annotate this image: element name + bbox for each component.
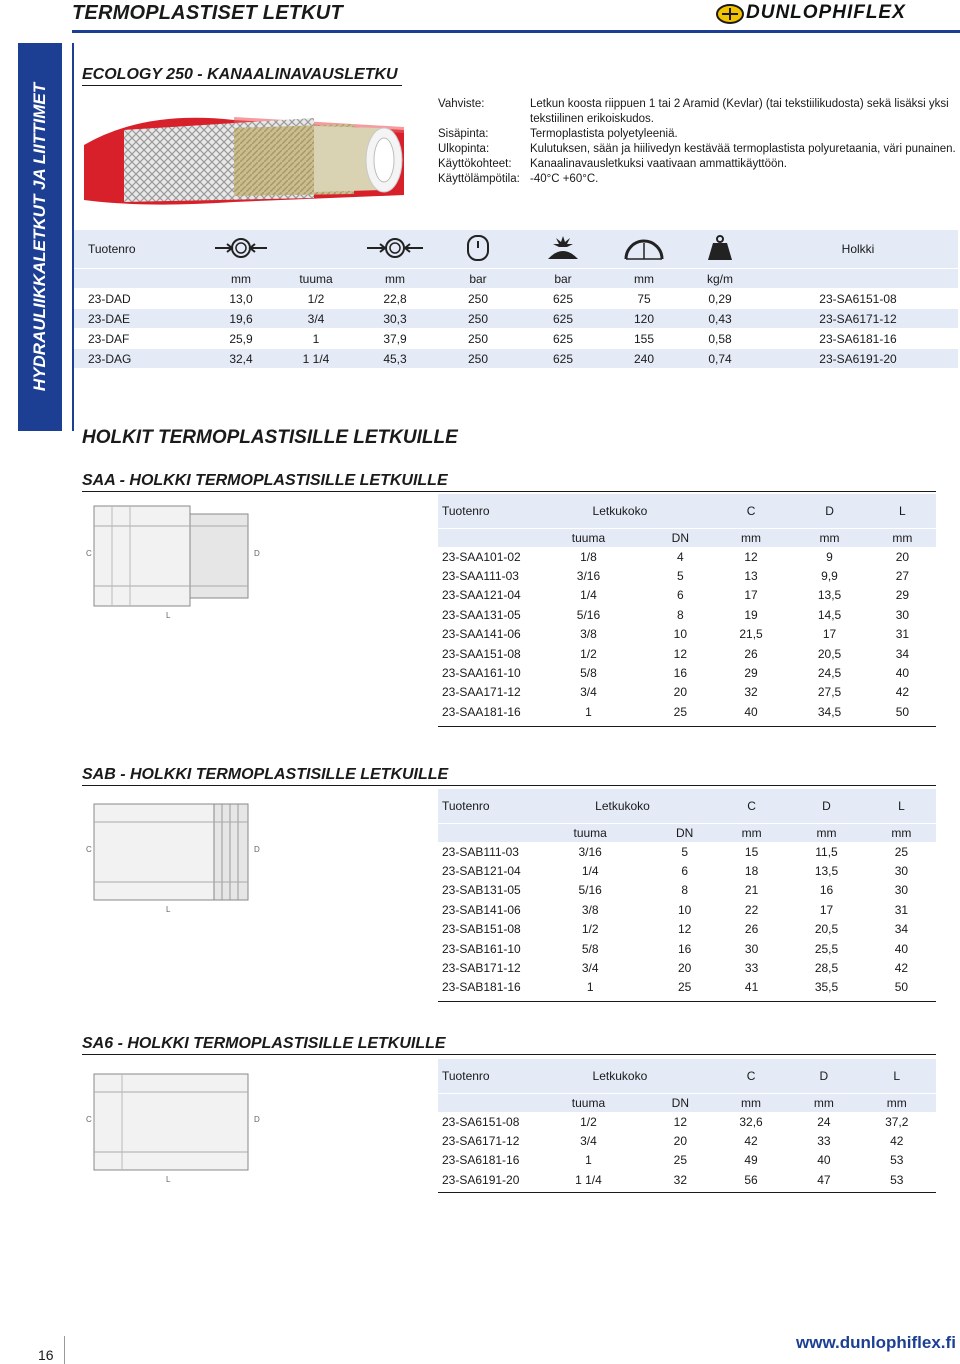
col-header-holkki: Holkki <box>758 230 958 268</box>
sidebar-label: HYDRAULIIKKALETKUT JA LIITTIMET <box>30 82 49 392</box>
table-cell: 22 <box>744 902 759 917</box>
drawing-label-l: L <box>166 611 171 620</box>
table-cell: 20 <box>673 685 688 700</box>
table-cell: 1 <box>585 1153 592 1168</box>
drawing-label-c: C <box>86 549 92 558</box>
table-cell: 23-SAA141-06 <box>442 627 521 642</box>
spec-value-vahviste-cont: tekstiilinen erikoiskudos. <box>530 113 655 125</box>
table-cell: 5/16 <box>578 883 602 898</box>
table-cell: 1/4 <box>580 588 597 603</box>
saa-fitting-drawing <box>82 500 262 620</box>
table-cell: 14,5 <box>817 607 842 622</box>
header-row <box>438 1059 936 1093</box>
col-header-tuotenro: Tuotenro <box>74 230 204 268</box>
holkit-title: HOLKIT TERMOPLASTISILLE LETKUILLE <box>82 427 458 448</box>
table-cell: 5 <box>677 569 684 584</box>
sab-table <box>438 789 936 997</box>
table-cell: 40 <box>895 666 910 681</box>
table-cell: 34 <box>895 646 910 661</box>
table-cell: 23-SAA121-04 <box>442 588 521 603</box>
table-cell: 42 <box>890 1134 904 1149</box>
table-cell: 25,9 <box>229 331 253 346</box>
table-cell: 25 <box>678 980 692 995</box>
spec-value-sisapinta: Termoplastista polyetyleeniä. <box>530 128 678 140</box>
table-cell: 12 <box>673 1114 688 1129</box>
ecology-table-body <box>74 289 958 369</box>
col-header-d: D <box>790 1059 857 1093</box>
table-cell: 37,2 <box>885 1114 909 1129</box>
table-cell: 0,58 <box>708 331 732 346</box>
table-cell: 10 <box>673 627 688 642</box>
sab-title: SAB - HOLKKI TERMOPLASTISILLE LETKUILLE <box>82 766 449 783</box>
unit-cell: DN <box>652 824 717 842</box>
table-row <box>438 900 936 919</box>
table-cell: 20 <box>673 1134 688 1149</box>
table-cell: 120 <box>606 309 682 328</box>
table-row <box>438 547 936 566</box>
table-cell: 31 <box>895 627 910 642</box>
table-cell: 10 <box>678 902 692 917</box>
table-cell: 240 <box>606 349 682 368</box>
table-row <box>74 309 958 328</box>
weight-icon <box>682 230 758 268</box>
table-row <box>438 978 936 997</box>
col-header-letkukoko: Letkukoko <box>528 1059 712 1093</box>
table-cell: 25 <box>673 704 688 719</box>
table-row <box>74 349 958 368</box>
unit-cell: DN <box>649 1094 712 1112</box>
table-cell: 53 <box>890 1153 904 1168</box>
sab-table-bottom-rule <box>438 1001 936 1002</box>
drawing-label-d: D <box>254 1115 260 1124</box>
table-row <box>438 861 936 880</box>
table-cell: 1/2 <box>580 646 597 661</box>
hose-size-icon <box>278 230 354 268</box>
table-cell: 0,43 <box>682 309 758 328</box>
table-cell: 12 <box>678 922 692 937</box>
table-cell: 37,9 <box>383 331 407 346</box>
table-cell: 18 <box>744 864 759 879</box>
table-cell: 42 <box>744 1134 758 1149</box>
table-cell: 20 <box>678 961 692 976</box>
table-cell: 22,8 <box>383 291 407 306</box>
unit-cell: tuuma <box>528 824 652 842</box>
header-rule <box>72 30 960 33</box>
table-cell: 19,6 <box>204 309 278 328</box>
table-cell: 30 <box>895 607 910 622</box>
unit-cell: tuuma <box>528 1094 649 1112</box>
table-cell: 9,9 <box>821 569 838 584</box>
table-cell: 1 <box>312 331 320 346</box>
table-cell: 34,5 <box>817 704 842 719</box>
col-header-c: C <box>712 1059 790 1093</box>
unit-cell: mm <box>869 529 936 547</box>
page-title: TERMOPLASTISET LETKUT <box>72 2 343 24</box>
table-row <box>438 566 936 585</box>
table-cell: 19 <box>744 607 758 622</box>
table-cell: 30 <box>894 883 909 898</box>
saa-title: SAA - HOLKKI TERMOPLASTISILLE LETKUILLE <box>82 472 448 489</box>
table-cell: 23-SA6151-08 <box>819 291 897 306</box>
table-cell: 42 <box>894 961 909 976</box>
table-cell: 1/8 <box>580 549 597 564</box>
table-cell: 20,5 <box>817 646 842 661</box>
spec-key-sisapinta: Sisäpinta: <box>438 128 489 140</box>
table-cell: 20,5 <box>814 922 839 937</box>
unit-cell: mm <box>790 1094 857 1112</box>
table-row <box>74 289 958 308</box>
table-cell: 40 <box>744 704 758 719</box>
table-cell: 50 <box>894 980 909 995</box>
table-row <box>438 842 936 861</box>
table-cell: 27,5 <box>817 685 842 700</box>
table-cell: 13,5 <box>814 864 839 879</box>
table-row <box>438 625 936 644</box>
unit-cell: mm <box>606 269 682 288</box>
table-cell: 23-SAB161-10 <box>442 941 521 956</box>
table-cell: 27 <box>895 569 910 584</box>
table-cell: 23-SA6151-08 <box>442 1114 520 1129</box>
table-cell: 24,5 <box>817 666 842 681</box>
unit-cell: bar <box>520 269 606 288</box>
ecology-icon-row <box>74 230 958 268</box>
website-link[interactable]: www.dunlophiflex.fi <box>796 1333 956 1352</box>
saa-table <box>438 494 936 722</box>
sa6-table-bottom-rule <box>438 1192 936 1193</box>
table-cell: 23-DAE <box>74 309 204 328</box>
table-cell: 47 <box>817 1172 831 1187</box>
bend-radius-icon <box>606 230 682 268</box>
sab-title-underline <box>82 785 936 786</box>
table-cell: 23-SAA101-02 <box>442 549 521 564</box>
drawing-label-d: D <box>254 549 260 558</box>
table-cell: 34 <box>894 922 909 937</box>
table-cell: 26 <box>744 922 759 937</box>
table-row <box>438 644 936 663</box>
table-cell: 9 <box>826 549 833 564</box>
table-cell: 12 <box>673 646 688 661</box>
unit-cell: mm <box>712 1094 790 1112</box>
units-row <box>438 529 936 547</box>
unit-cell: mm <box>204 269 278 288</box>
table-cell: 8 <box>677 607 684 622</box>
table-cell: 33 <box>744 961 759 976</box>
col-header-tuotenro: Tuotenro <box>438 494 528 528</box>
table-cell: 23-SAA171-12 <box>442 685 521 700</box>
unit-cell: mm <box>867 824 936 842</box>
table-cell: 30 <box>744 941 759 956</box>
spec-key-kayttolampotila: Käyttölämpötila: <box>438 173 520 185</box>
table-cell: 1 1/4 <box>278 349 354 368</box>
table-cell: 8 <box>681 883 689 898</box>
sa6-title-underline <box>82 1054 936 1055</box>
table-cell: 75 <box>637 291 651 306</box>
table-cell: 15 <box>744 844 759 859</box>
working-pressure-icon <box>436 230 520 268</box>
table-cell: 20 <box>895 549 910 564</box>
col-header-letkukoko: Letkukoko <box>528 494 712 528</box>
table-row <box>438 663 936 682</box>
table-cell: 17 <box>819 902 834 917</box>
table-cell: 23-SA6171-12 <box>758 309 958 328</box>
spec-key-kayttokohteet: Käyttökohteet: <box>438 158 512 170</box>
table-cell: 23-SA6191-20 <box>442 1172 520 1187</box>
table-cell: 1 <box>585 704 592 719</box>
table-cell: 17 <box>822 627 837 642</box>
table-cell: 50 <box>895 704 910 719</box>
table-row <box>438 605 936 624</box>
table-row <box>438 881 936 900</box>
spec-value-kayttolampotila: -40°C +60°C. <box>530 173 599 185</box>
ecology-title: ECOLOGY 250 - KANAALINAVAUSLETKU <box>82 66 398 83</box>
table-cell: 41 <box>744 980 759 995</box>
table-cell: 35,5 <box>814 980 839 995</box>
table-cell: 25 <box>894 844 909 859</box>
unit-cell: mm <box>354 269 436 288</box>
table-cell: 23-SAB131-05 <box>442 883 521 898</box>
table-cell: 53 <box>890 1172 904 1187</box>
drawing-label-c: C <box>86 1115 92 1124</box>
saa-table-bottom-rule <box>438 726 936 727</box>
unit-cell: mm <box>790 529 868 547</box>
table-cell: 33 <box>817 1134 831 1149</box>
table-cell: 25 <box>673 1153 688 1168</box>
table-cell: 6 <box>677 588 684 603</box>
table-cell: 29 <box>895 588 910 603</box>
header-row <box>438 789 936 823</box>
ecology-title-underline <box>82 85 402 86</box>
table-row <box>438 1170 936 1189</box>
table-cell: 12 <box>744 549 758 564</box>
table-cell: 3/16 <box>578 844 602 859</box>
table-cell: 28,5 <box>814 961 839 976</box>
drawing-label-l: L <box>166 1175 171 1184</box>
table-cell: 21 <box>744 883 759 898</box>
table-cell: 1 <box>586 980 594 995</box>
unit-cell: mm <box>712 529 790 547</box>
col-header-l: L <box>869 494 936 528</box>
table-cell: 4 <box>677 549 684 564</box>
table-cell: 23-SA6181-16 <box>819 331 897 346</box>
table-cell: 23-SAB141-06 <box>442 902 521 917</box>
unit-cell: kg/m <box>682 269 758 288</box>
table-row <box>438 1151 936 1170</box>
table-cell: 26 <box>744 646 758 661</box>
ecology-table <box>74 230 958 369</box>
spec-value-kayttokohteet: Kanaalinavausletkuksi vaativaan ammattikäyttöön. <box>530 158 787 170</box>
sa6-fitting-drawing <box>82 1066 262 1186</box>
table-row <box>438 702 936 721</box>
spec-value-ulkopinta: Kulutuksen, sään ja hiilivedyn kestävää termoplastista polyuretaania, väri punainen. <box>530 143 956 155</box>
table-row <box>74 329 958 348</box>
outer-diameter-icon <box>354 230 436 268</box>
unit-cell: tuuma <box>528 529 649 547</box>
table-cell: 23-SAB151-08 <box>442 922 521 937</box>
table-cell: 1/2 <box>581 922 599 937</box>
table-cell: 250 <box>436 309 520 328</box>
units-row <box>438 824 936 842</box>
drawing-label-d: D <box>254 845 260 854</box>
table-cell: 17 <box>744 588 758 603</box>
table-cell: 23-DAD <box>88 291 131 306</box>
table-cell: 11,5 <box>815 844 838 859</box>
page-number-rule <box>64 1336 65 1364</box>
table-cell: 32,4 <box>204 349 278 368</box>
table-cell: 250 <box>436 349 520 368</box>
table-cell: 155 <box>633 331 655 346</box>
table-row <box>438 683 936 702</box>
table-cell: 250 <box>467 331 489 346</box>
table-cell: 49 <box>744 1153 758 1168</box>
spec-value-vahviste: Letkun koosta riippuen 1 tai 2 Aramid (Kevlar) (tai tekstiilikudosta) sekä lisäksi yksi <box>530 98 949 110</box>
table-cell: 3/4 <box>581 961 599 976</box>
col-header-tuotenro: Tuotenro <box>438 1059 528 1093</box>
table-cell: 23-SAA181-16 <box>442 704 521 719</box>
table-cell: 30,3 <box>354 309 436 328</box>
inner-diameter-icon <box>204 230 278 268</box>
spec-key-vahviste: Vahviste: <box>438 98 485 110</box>
table-row <box>438 939 936 958</box>
table-cell: 13,5 <box>817 588 842 603</box>
unit-cell: mm <box>786 824 867 842</box>
table-cell: 1/2 <box>307 291 325 306</box>
unit-cell: bar <box>436 269 520 288</box>
table-cell: 625 <box>520 349 606 368</box>
ecology-units-row <box>74 269 958 288</box>
sa6-table <box>438 1059 936 1190</box>
table-cell: 23-SAB111-03 <box>442 844 519 859</box>
burst-pressure-icon <box>520 230 606 268</box>
col-header-l: L <box>867 789 936 823</box>
table-cell: 23-DAF <box>88 331 130 346</box>
table-row <box>438 920 936 939</box>
table-cell: 16 <box>678 941 692 956</box>
table-row <box>438 1112 936 1131</box>
units-row <box>438 1094 936 1112</box>
table-cell: 32 <box>744 685 758 700</box>
table-cell: 25,5 <box>814 941 839 956</box>
table-cell: 1 1/4 <box>575 1172 602 1187</box>
table-cell: 24 <box>817 1114 831 1129</box>
table-cell: 23-SAB181-16 <box>442 980 521 995</box>
table-cell: 3/4 <box>278 309 354 328</box>
table-cell: 23-SAA161-10 <box>442 666 521 681</box>
table-cell: 29 <box>744 666 758 681</box>
table-cell: 13 <box>744 569 758 584</box>
col-header-c: C <box>712 494 790 528</box>
header-row <box>438 494 936 528</box>
col-header-letkukoko: Letkukoko <box>528 789 717 823</box>
table-cell: 250 <box>467 291 489 306</box>
sa6-title: SA6 - HOLKKI TERMOPLASTISILLE LETKUILLE <box>82 1035 446 1052</box>
col-header-d: D <box>790 494 868 528</box>
table-cell: 23-SA6181-16 <box>442 1153 520 1168</box>
table-cell: 0,74 <box>682 349 758 368</box>
table-cell: 23-DAG <box>74 349 204 368</box>
table-cell: 625 <box>552 331 574 346</box>
table-row <box>438 586 936 605</box>
page-number: 16 <box>38 1347 54 1363</box>
table-cell: 31 <box>894 902 909 917</box>
col-header-tuotenro: Tuotenro <box>438 789 528 823</box>
table-cell: 30 <box>894 864 909 879</box>
table-cell: 5/16 <box>576 607 601 622</box>
table-cell: 56 <box>744 1172 758 1187</box>
drawing-label-c: C <box>86 845 92 854</box>
table-cell: 23-SAB121-04 <box>442 864 521 879</box>
table-cell: 3/16 <box>576 569 601 584</box>
table-cell: 625 <box>552 291 574 306</box>
table-cell: 0,29 <box>708 291 732 306</box>
table-cell: 3/8 <box>581 902 599 917</box>
table-cell: 23-SAA111-03 <box>442 569 519 584</box>
table-cell: 5/8 <box>580 666 597 681</box>
unit-cell: mm <box>857 1094 936 1112</box>
unit-cell: mm <box>717 824 786 842</box>
table-cell: 23-SAA151-08 <box>442 646 521 661</box>
table-cell: 23-SA6171-12 <box>442 1134 520 1149</box>
hose-illustration <box>84 90 414 210</box>
spec-key-ulkopinta: Ulkopinta: <box>438 143 490 155</box>
table-cell: 625 <box>520 309 606 328</box>
table-cell: 16 <box>673 666 688 681</box>
table-cell: 3/8 <box>580 627 597 642</box>
table-cell: 13,0 <box>229 291 253 306</box>
col-header-l: L <box>857 1059 936 1093</box>
table-cell: 5 <box>681 844 689 859</box>
sab-fitting-drawing <box>82 796 262 916</box>
table-cell: 23-SAB171-12 <box>442 961 521 976</box>
table-row <box>438 1131 936 1150</box>
table-cell: 3/4 <box>580 1134 597 1149</box>
table-cell: 45,3 <box>354 349 436 368</box>
table-cell: 23-SAA131-05 <box>442 607 521 622</box>
col-header-d: D <box>786 789 867 823</box>
table-cell: 32 <box>673 1172 688 1187</box>
table-cell: 6 <box>681 864 689 879</box>
table-cell: 1/4 <box>581 864 599 879</box>
unit-cell: DN <box>649 529 712 547</box>
drawing-label-l: L <box>166 905 171 914</box>
saa-title-underline <box>82 491 936 492</box>
table-cell: 40 <box>817 1153 831 1168</box>
col-header-c: C <box>717 789 786 823</box>
table-cell: 40 <box>894 941 909 956</box>
table-cell: 1/2 <box>580 1114 597 1129</box>
table-cell: 21,5 <box>739 627 763 642</box>
table-cell: 16 <box>819 883 834 898</box>
table-cell: 23-SA6191-20 <box>758 349 958 368</box>
brand-name: DUNLOPHIFLEX <box>746 2 906 23</box>
table-row <box>438 958 936 977</box>
table-cell: 42 <box>895 685 910 700</box>
unit-cell: tuuma <box>278 269 354 288</box>
table-cell: 3/4 <box>580 685 597 700</box>
table-cell: 5/8 <box>581 941 599 956</box>
table-cell: 32,6 <box>739 1114 763 1129</box>
